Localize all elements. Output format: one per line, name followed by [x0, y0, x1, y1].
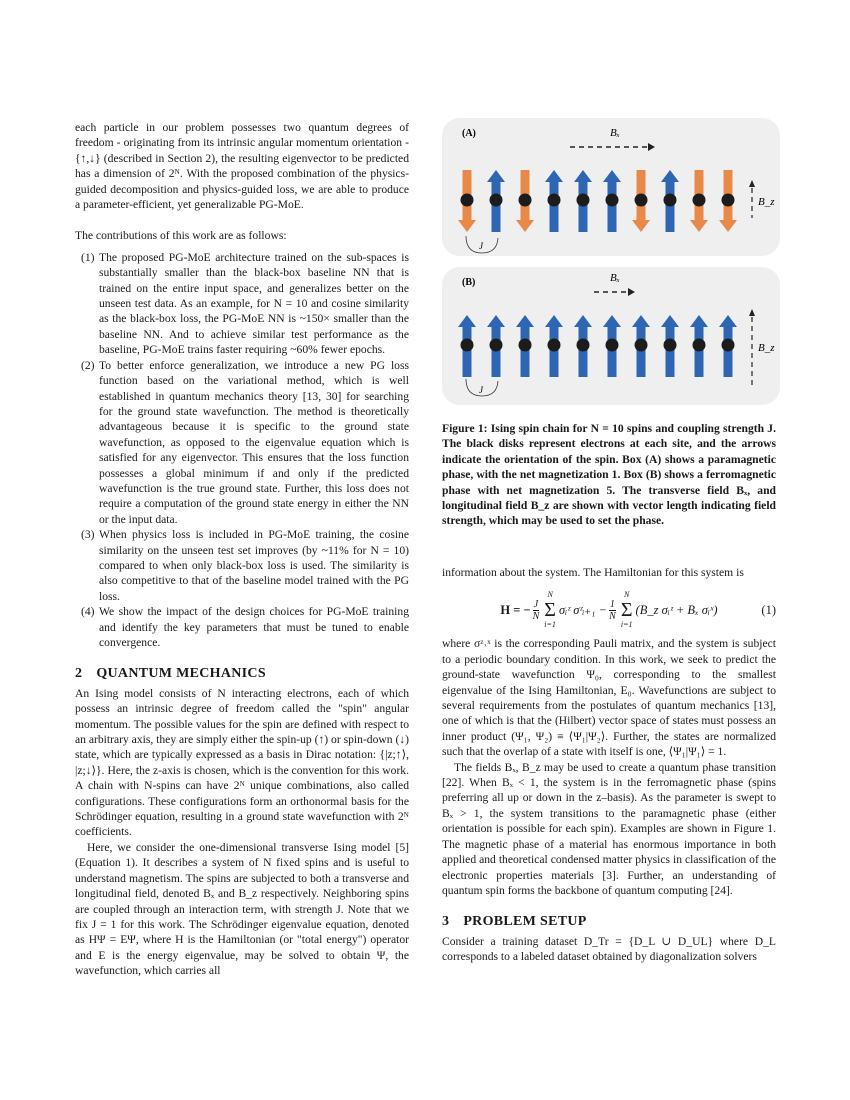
coupling-label: J — [479, 241, 483, 251]
panel-label: (A) — [462, 128, 476, 139]
electron-disk — [693, 339, 706, 352]
list-item — [75, 250, 409, 358]
panel-a — [442, 118, 780, 256]
list-item — [75, 527, 409, 604]
electron-disk — [722, 194, 735, 207]
section-title: PROBLEM SETUP — [463, 914, 587, 930]
figure-caption: Figure 1: Ising spin chain for N = 10 spins and coupling strength J. The black disks represent electrons at each site, and the arrows indicate the orientation of the spin. Box (A) shows a paramagnetic phase, with the net magnetization 1. Box (B) shows a ferromagnetic phase with net magnetization 5. The transverse field Bₓ, and longitudinal field B_z are shown with vector length indicating field strength, which may be used to set the phase. — [442, 422, 776, 528]
electron-disk — [548, 194, 561, 207]
section-title: QUANTUM MECHANICS — [96, 666, 266, 682]
electron-disk — [461, 194, 474, 207]
eq-sum: N Σ i=1 — [620, 590, 633, 630]
electron-disk — [664, 194, 677, 207]
eq-sum: N Σ i=1 — [544, 590, 556, 630]
equation-1 — [442, 588, 776, 632]
list-item — [75, 604, 409, 650]
list-text: We show the impact of the design choices for PG-MoE training and identify the key parameters that must be tuned to enable convergence. — [99, 605, 409, 649]
electron-disk — [548, 339, 561, 352]
list-item — [75, 358, 409, 527]
eq-fraction — [609, 599, 616, 622]
section-heading — [75, 666, 409, 681]
eq-term: σᵢᶻ σᶻᵢ₊₁ − — [558, 602, 607, 617]
eq-term: (B_z σᵢᶻ + Bₓ σᵢˣ) — [635, 602, 718, 617]
section-heading — [442, 914, 776, 929]
paragraph: An Ising model consists of N interacting electrons, each of which possess an intrinsic degree of freedom called the "spin" angular momentum. The possible values for the spin are defined with respect to an arbitrary axis, they are simply either the spin-up (↑) or spin-down (↓) state, which are typically expressed as a basis in Dirac notation: {|z;↑⟩, |z;↓⟩}. Here, the z-axis is chosen, which is the convention for this work. A chain with N-spins can have 2ᴺ unique combinations, also called configurations. These configurations form an orthonormal basis for the Schrödinger equation, resulting in a ground state wavefunction with 2ᴺ coefficients. — [75, 686, 409, 839]
list-number: (3) — [81, 528, 95, 542]
electron-disk — [606, 194, 619, 207]
bx-label: Bₓ — [610, 272, 620, 284]
electron-disk — [490, 339, 503, 352]
paragraph: Here, we consider the one-dimensional transverse Ising model [5] (Equation 1). It describes a system of N fixed spins and is useful to understand magnetism. The spins are subjected to both a transverse and longitudinal field, denoted Bₓ and B_z respectively. Neighboring spins are coupled through an interaction term, with strength J. Note that we fix J = 1 for this work. The Schrödinger eigenvalue equation, denoted as HΨ = EΨ, where H is the Hamiltonian (or "total energy") operator and E is the energy eigenvalue, may be solved to obtain Ψ, the wavefunction, which carries all — [75, 840, 409, 978]
electron-disk — [606, 339, 619, 352]
paragraph: information about the system. The Hamiltonian for this system is — [442, 566, 744, 579]
electron-disk — [461, 339, 474, 352]
contributions-list — [75, 250, 409, 651]
eq-fraction — [533, 599, 540, 622]
panel-label: (B) — [462, 277, 476, 288]
sum-lower: i=1 — [620, 620, 633, 630]
section-number: 3 — [442, 914, 450, 930]
contributions-lead: The contributions of this work are as follows: — [75, 229, 287, 243]
electron-disk — [519, 194, 532, 207]
electron-disk — [490, 194, 503, 207]
paragraph: The fields Bₓ, B_z may be used to create a quantum phase transition [22]. When Bₓ < 1, the system is in the ferromagnetic phase (spins preferring all up or down in the z–basis). As the parameter is swept to Bₓ > 1, the system transitions to the paramagnetic phase (either orientation is possible for each spin). Examples are shown in Figure 1. The magnetic phase of a material has enormous importance in both applied and theoretical condensed matter physics in classification of the electronic properties materials [3]. Further, an understanding of quantum spin forms the backbone of quantum computing [24]. — [442, 760, 776, 897]
right-column — [442, 565, 776, 965]
figure-1 — [442, 118, 780, 416]
eq-denominator: N — [609, 610, 616, 622]
section-number: 2 — [75, 666, 83, 682]
list-text: The proposed PG-MoE architecture trained on the sub-spaces is substantially smaller than the black-box baseline NN that is trained on the entire input space, and generalizes better on the unseen test data. As an example, for N = 10 and cosine similarity as the black-box loss, the PG-MoE NN is ~150× smaller than the baseline NN. And to achieve similar test performance as the baseline, PG-MoE trains faster requiring ~60% fewer epochs. — [99, 250, 409, 357]
eq-lhs: H = − — [500, 602, 531, 617]
list-text: To better enforce generalization, we introduce a new PG loss function based on the variational method, which is well established in quantum mechanics theory [13, 30] for searching for the ground state wavefunction. The method is theoretically advantageous because it is specific to the ground state wavefunction, as opposed to the eigenvalue equation which is satisfied for any eigenvector. This ensures that the loss function possesses a global minimum if and only if the predicted wavefunction is the true ground state. Further, this loss does not require a computation of the ground state energy in either the NN or the input data. — [99, 358, 409, 526]
sum-upper: N — [624, 590, 630, 600]
bx-label: Bₓ — [610, 127, 620, 139]
panel-b — [442, 267, 780, 405]
list-number: (1) — [81, 250, 95, 264]
equation-number: (1) — [761, 602, 776, 617]
eq-denominator: N — [532, 610, 540, 622]
electron-disk — [577, 339, 590, 352]
bz-label: B_z — [758, 342, 775, 354]
sum-lower: i=1 — [544, 620, 556, 630]
list-number: (2) — [81, 358, 95, 372]
electron-disk — [635, 194, 648, 207]
list-number: (4) — [81, 605, 95, 619]
paragraph: Consider a training dataset D_Tr = {D_L ∪ D_UL} where D_L corresponds to a labeled dataset obtained by diagonalization solvers — [442, 934, 776, 964]
electron-disk — [722, 339, 735, 352]
coupling-label: J — [479, 385, 483, 395]
electron-disk — [635, 339, 648, 352]
eq-numerator: J — [533, 598, 539, 610]
eq-numerator: 1 — [609, 598, 615, 610]
paragraph: where σᶻ˒ˣ is the corresponding Pauli matrix, and the system is subject to a periodic boundary condition. In this work, we seek to predict the ground-state wavefunction Ψ₀, corresponding to the smallest eigenvalue of the Ising Hamiltonian, E₀. Wavefunctions are subject to several requirements from the postulates of quantum mechanics [13], one of which is that the (Hilbert) vector space of states must possess an inner product (Ψ₁, Ψ₂) ≡ ⟨Ψ₁|Ψ₂⟩. Further, the states are normalized such that the overlap of a state with itself is one, ⟨Ψ₁|Ψ₁⟩ = 1. — [442, 637, 776, 759]
electron-disk — [577, 194, 590, 207]
electron-disk — [519, 339, 532, 352]
list-text: When physics loss is included in PG-MoE training, the cosine similarity on the unseen test set improves (by ~11% for N = 10) compared to when only black-box loss is used. The similarity is also competitive to that of the baseline model trained with the PG loss. — [99, 528, 409, 603]
left-column — [75, 120, 409, 979]
intro-paragraph: each particle in our problem possesses two quantum degrees of freedom - originating from its intrinsic angular momentum orientation - {↑,↓} (described in Section 2), the resulting eigenvector to be predicted has a dimension of 2ᴺ. With the proposed combination of the physics-guided decomposition and physics-guided loss, we are able to produce a parameter-efficient, yet generalizable PG-MoE. — [75, 121, 409, 212]
electron-disk — [664, 339, 677, 352]
bz-label: B_z — [758, 196, 775, 208]
electron-disk — [693, 194, 706, 207]
sum-upper: N — [547, 590, 553, 600]
